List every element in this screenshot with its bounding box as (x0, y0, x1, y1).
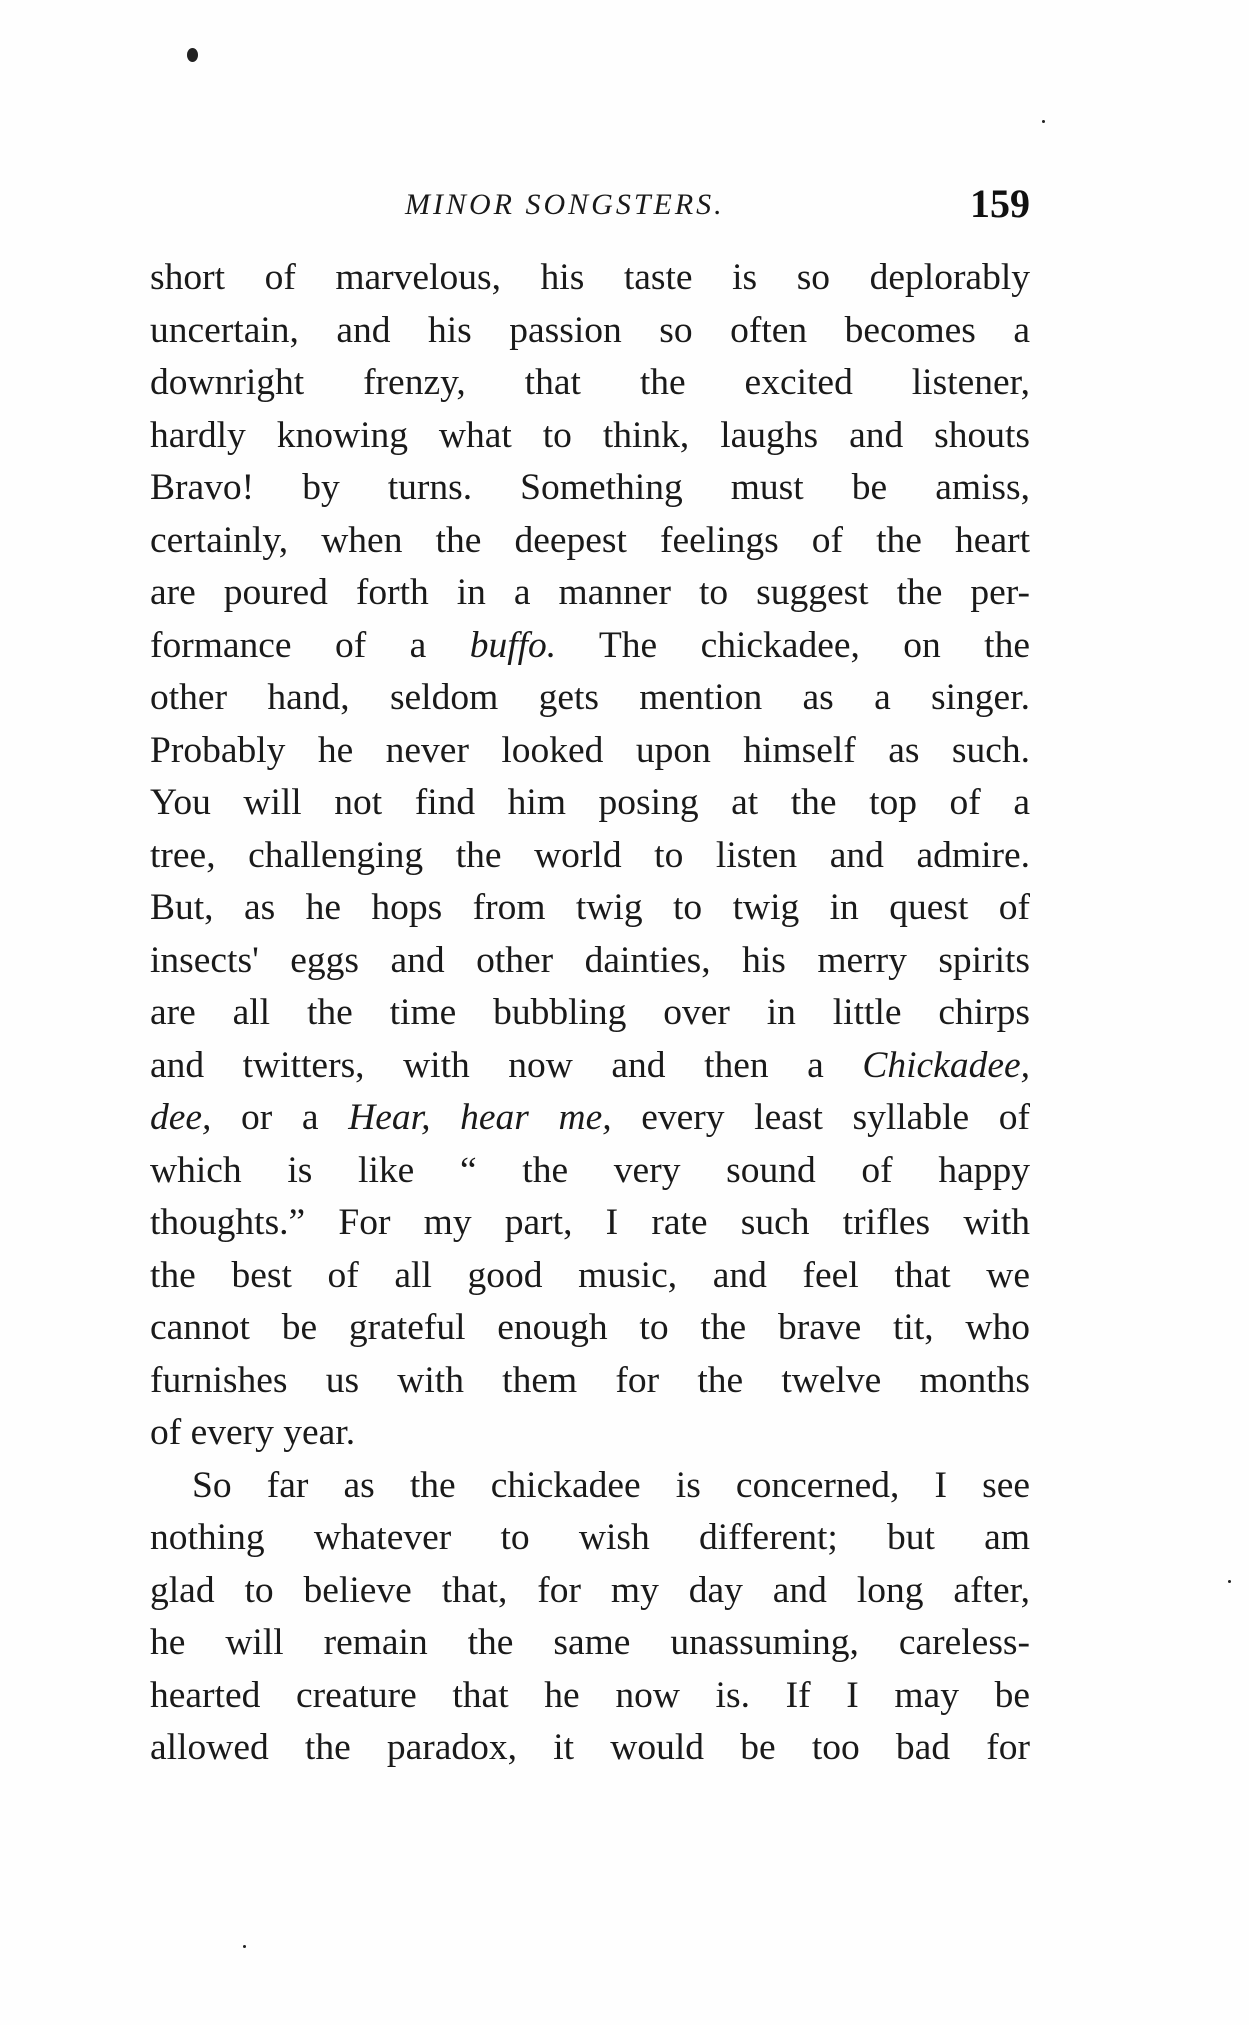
italic-term: Chickadee, (862, 1044, 1030, 1086)
page-header (150, 180, 1030, 240)
italic-term: dee, (150, 1097, 212, 1138)
text-line: uncertain, and his passion so often becomes a (150, 309, 1030, 351)
text-line: cannot be grateful enough to the brave tit, who (150, 1307, 1030, 1348)
text-line: which is like “ the very sound of happy (150, 1149, 1030, 1191)
body-text (150, 252, 1030, 1775)
ink-speck (1228, 1580, 1231, 1583)
text-line: certainly, when the deepest feelings of the heart (150, 519, 1030, 561)
text-line: short of marvelous, his taste is so deplorably (150, 257, 1030, 298)
text-line: So far as the chickadee is concerned, I see (192, 1464, 1030, 1506)
text-line: nothing whatever to wish different; but am (150, 1517, 1030, 1558)
text-line: hearted creature that he now is. If I may be (150, 1674, 1030, 1716)
text-line: he will remain the same unassuming, careless- (150, 1622, 1030, 1663)
text-line: dee, or a Hear, hear me, every least syllable of (150, 1097, 1031, 1138)
text-line: But, as he hops from twig to twig in quest of (150, 887, 1030, 928)
ink-speck (187, 48, 198, 62)
text-line: are all the time bubbling over in little chirps (150, 992, 1030, 1033)
text-line: You will not find him posing at the top of a (150, 782, 1030, 823)
text-line: other hand, seldom gets mention as a singer. (150, 677, 1030, 718)
text-line: of every year. (150, 1412, 356, 1453)
running-head: MINOR SONGSTERS. (405, 188, 725, 221)
text-line: Bravo! by turns. Something must be amiss, (150, 467, 1030, 508)
text-line: Probably he never looked upon himself as such. (150, 729, 1030, 771)
text-line: and twitters, with now and then a Chickadee, (150, 1044, 1030, 1086)
text-line: thoughts.” For my part, I rate such trifles with (150, 1202, 1030, 1243)
italic-term: buffo. (469, 624, 557, 666)
text-line: tree, challenging the world to listen and admire. (150, 834, 1030, 876)
text-line: formance of a buffo. The chickadee, on the (150, 624, 1030, 666)
text-line: insects' eggs and other dainties, his merry spirits (150, 939, 1030, 981)
ink-speck (1042, 120, 1045, 123)
ink-speck (243, 1945, 246, 1948)
text-line: the best of all good music, and feel that we (150, 1254, 1030, 1296)
text-line: hardly knowing what to think, laughs and shouts (150, 414, 1030, 456)
text-line: furnishes us with them for the twelve months (150, 1359, 1030, 1401)
italic-term: hear me, (460, 1097, 612, 1138)
page-number: 159 (970, 181, 1030, 226)
text-line: allowed the paradox, it would be too bad for (150, 1727, 1030, 1768)
text-line: are poured forth in a manner to suggest the per- (150, 572, 1030, 613)
italic-term: Hear, (348, 1097, 431, 1138)
text-line: downright frenzy, that the excited listener, (150, 362, 1030, 403)
text-line: glad to believe that, for my day and long after, (150, 1569, 1030, 1611)
